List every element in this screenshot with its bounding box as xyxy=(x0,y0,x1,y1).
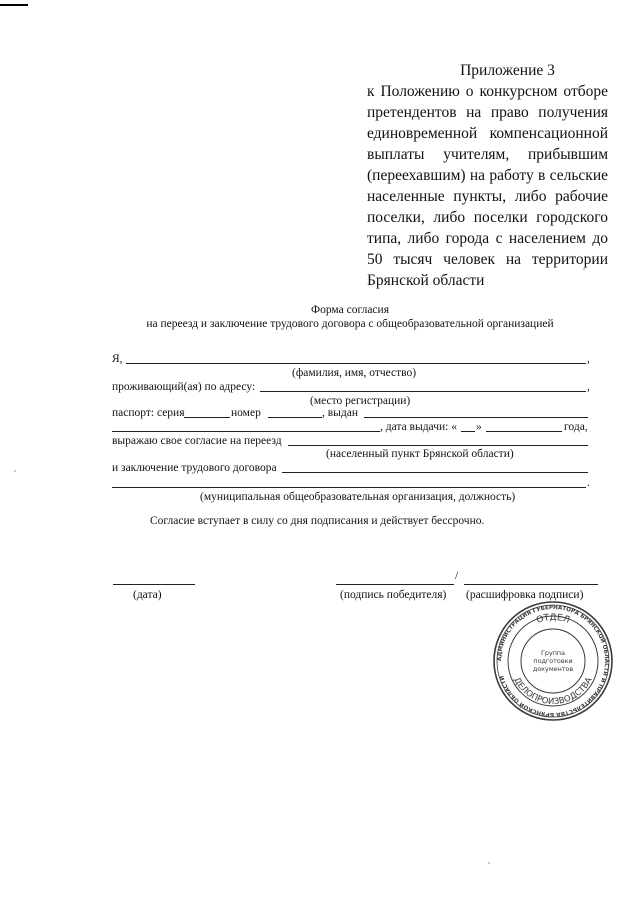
consent-move-label: выражаю свое согласие на переезд xyxy=(112,435,282,447)
appendix-body: к Положению о конкурсном отборе претендентов на право получения единовременной компенсационной выплаты учителям, прибывшим (переехавшим) на работу в сельские населенные пункты, либо рабочие поселки, либо поселки городского типа, либо города с населением до 50 тысяч человек на территории Брянской области xyxy=(367,83,608,289)
stamp-dept-bottom: ДЕЛОПРОИЗВОДСТВА xyxy=(511,675,595,708)
signature-caption: (подпись победителя) xyxy=(340,589,447,601)
issue-day-field[interactable] xyxy=(461,420,475,432)
issue-month-year-field[interactable] xyxy=(486,420,562,432)
date-caption: (дата) xyxy=(133,589,162,601)
official-stamp xyxy=(492,600,614,722)
decoding-caption: (расшифровка подписи) xyxy=(466,589,584,601)
registration-caption: (место регистрации) xyxy=(310,395,411,407)
form-title: Форма согласия xyxy=(311,304,389,316)
appendix-title: Приложение 3 xyxy=(460,62,555,79)
date-field[interactable] xyxy=(113,584,195,585)
stamp-center-line3: документов xyxy=(532,665,574,673)
contract-label: и заключение трудового договора xyxy=(112,462,277,474)
comma: , xyxy=(587,381,590,393)
address-field[interactable] xyxy=(260,380,586,392)
ya-label: Я, xyxy=(112,353,123,365)
scan-speck xyxy=(583,268,585,270)
fio-field[interactable] xyxy=(126,352,586,364)
scan-speck xyxy=(14,470,16,472)
slash: / xyxy=(455,570,459,582)
passport-series-label: паспорт: серия xyxy=(112,407,185,419)
issued-by-field[interactable] xyxy=(112,420,380,432)
period: . xyxy=(587,477,590,489)
fio-caption: (фамилия, имя, отчество) xyxy=(292,367,417,379)
address-label: проживающий(ая) по адресу: xyxy=(112,381,256,393)
signature-field[interactable] xyxy=(336,584,454,585)
organization-field[interactable] xyxy=(112,476,586,488)
stamp-center-line2: подготовки xyxy=(533,657,573,665)
contract-field[interactable] xyxy=(282,461,588,473)
scan-speck xyxy=(488,862,490,864)
settlement-caption: (населенный пункт Брянской области) xyxy=(326,448,514,460)
stamp-center-line1: Группа xyxy=(540,649,566,657)
passport-number-label: номер xyxy=(231,407,261,419)
form-subtitle: на переезд и заключение трудового договора с общеобразовательной организацией xyxy=(146,318,554,330)
passport-number-field[interactable] xyxy=(268,406,322,418)
stamp-dept-top: ОТДЕЛ xyxy=(535,612,571,626)
comma: , xyxy=(587,353,590,365)
decoding-field[interactable] xyxy=(464,584,598,585)
quote-close: » xyxy=(476,421,482,433)
issue-date-label: , дата выдачи: « xyxy=(380,421,457,433)
settlement-field[interactable] xyxy=(288,434,588,446)
corner-mark xyxy=(0,4,28,6)
passport-series-field[interactable] xyxy=(184,406,230,418)
passport-issued-label: , выдан xyxy=(322,407,359,419)
consent-text: Согласие вступает в силу со дня подписания и действует бессрочно. xyxy=(150,515,485,527)
organization-caption: (муниципальная общеобразовательная организация, должность) xyxy=(200,491,516,503)
stamp-outer-text: АДМИНИСТРАЦИЯ ГУБЕРНАТОРА БРЯНСКОЙ ОБЛАСТИ И ПРАВИТЕЛЬСТВА БРЯНСКОЙ ОБЛАСТИ xyxy=(496,604,610,718)
year-suffix: года, xyxy=(564,421,588,433)
passport-issued-field[interactable] xyxy=(364,406,588,418)
appendix-block xyxy=(367,60,608,291)
